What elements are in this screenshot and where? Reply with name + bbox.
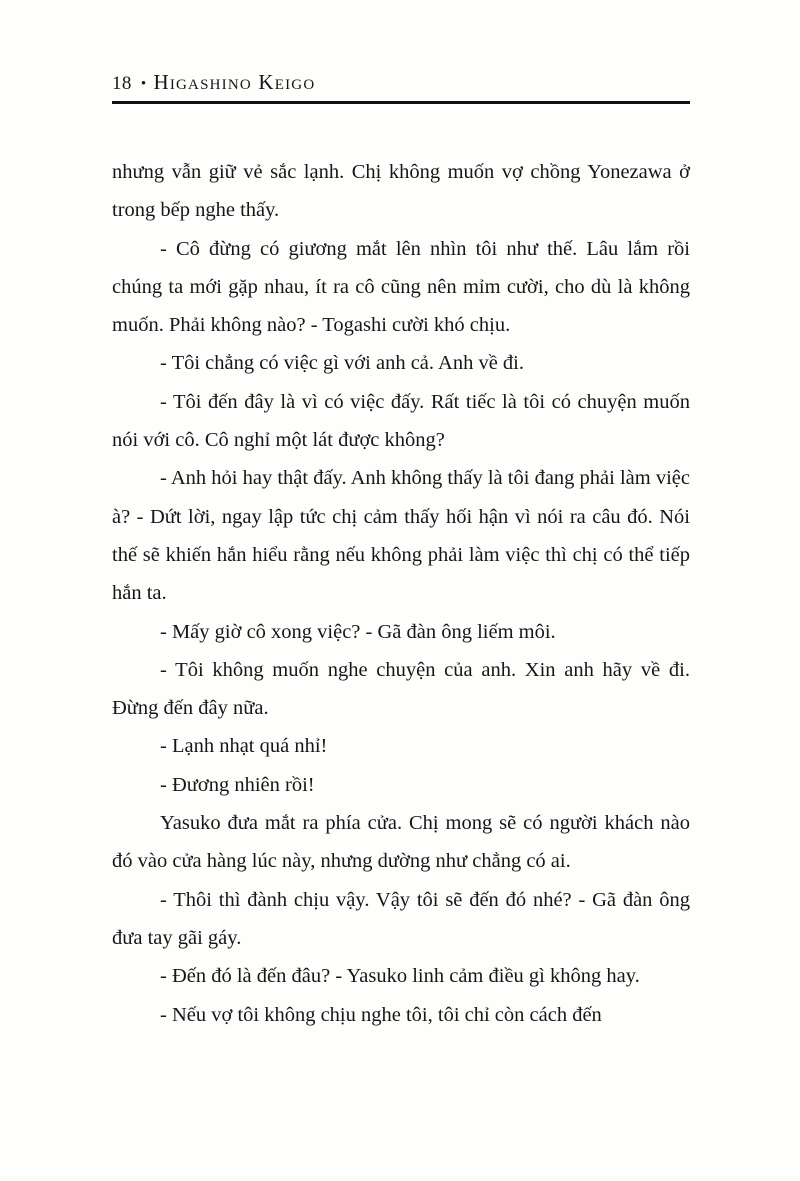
page-header [112,70,690,95]
page-body [112,153,690,1034]
author-name: Higashino Keigo [153,70,316,94]
paragraph: - Tôi đến đây là vì có việc đấy. Rất tiếc là tôi có chuyện muốn nói với cô. Cô nghỉ một lát được không? [112,390,690,452]
paragraph: - Thôi thì đành chịu vậy. Vậy tôi sẽ đến đó nhé? - Gã đàn ông đưa tay gãi gáy. [112,888,690,949]
paragraph: nhưng vẫn giữ vẻ sắc lạnh. Chị không muốn vợ chồng Yonezawa ở trong bếp nghe thấy. [112,161,690,222]
paragraph: - Anh hỏi hay thật đấy. Anh không thấy là tôi đang phải làm việc à? - Dứt lời, ngay lập tức chị cảm thấy hối hận vì nói ra câu đó. Nói thế sẽ khiến hắn hiểu rằng nếu không phải làm việc thì chị có thể tiếp hắn ta. [112,467,690,605]
paragraph: - Đến đó là đến đâu? - Yasuko linh cảm điều gì không hay. [160,965,640,988]
paragraph: - Cô đừng có giương mắt lên nhìn tôi như thế. Lâu lắm rồi chúng ta mới gặp nhau, ít ra cô cũng nên mỉm cười, cho dù là không muốn. Phải không nào? - Togashi cười khó chịu. [112,237,690,337]
paragraph: - Tôi không muốn nghe chuyện của anh. Xin anh hãy về đi. Đừng đến đây nữa. [112,658,690,720]
paragraph: - Tôi chẳng có việc gì với anh cả. Anh về đi. [160,352,524,375]
page-content [112,0,690,1034]
page-number: 18 [112,73,132,94]
header-separator-dot: • [140,76,147,92]
paragraph: Yasuko đưa mắt ra phía cửa. Chị mong sẽ có người khách nào đó vào cửa hàng lúc này, nhưng dường như chẳng có ai. [112,812,690,873]
paragraph: - Mấy giờ cô xong việc? - Gã đàn ông liếm môi. [160,620,556,643]
paragraph: - Lạnh nhạt quá nhỉ! [160,735,328,758]
paragraph: - Đương nhiên rồi! [160,773,315,796]
header-rule [112,101,690,104]
paragraph: - Nếu vợ tôi không chịu nghe tôi, tôi chỉ còn cách đến [160,1003,602,1026]
